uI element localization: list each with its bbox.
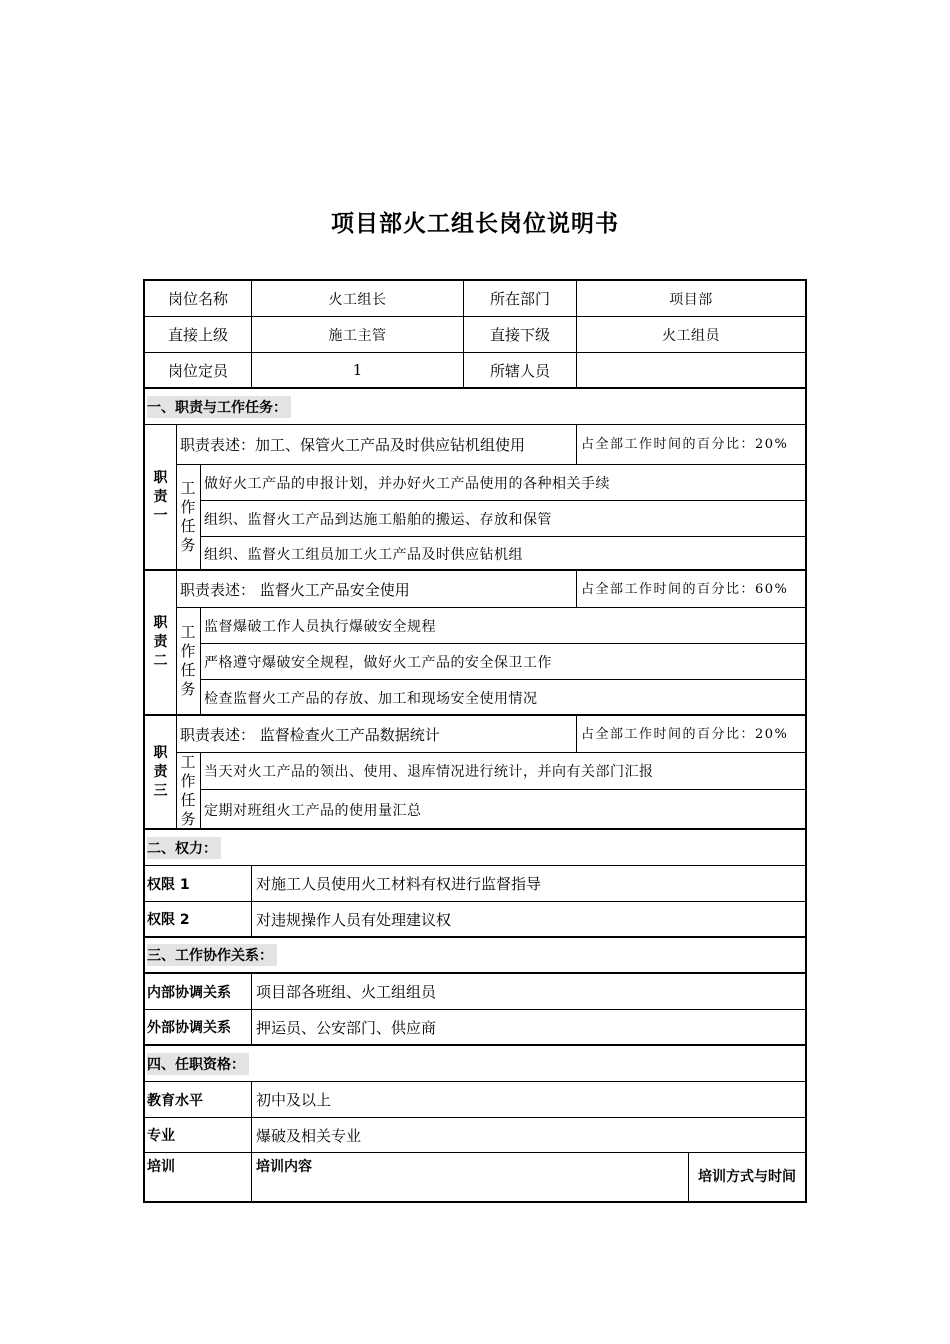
duty-2-label: 职责二: [153, 615, 168, 669]
value-department: 项目部: [576, 281, 805, 316]
section-qualifications-header: [145, 1046, 805, 1082]
training-row: [145, 1153, 805, 1201]
duty-1-description: 职责表述：加工、保管火工产品及时供应钻机组使用: [180, 436, 526, 454]
power-1-label: 权限 1: [147, 876, 190, 893]
section-powers-header: [145, 830, 805, 866]
duty-3-task-2: 定期对班组火工产品的使用量汇总: [200, 789, 805, 830]
basic-row-1: [145, 281, 805, 317]
duty-1-task-3: 组织、监督火工组员加工火工产品及时供应钻机组: [200, 536, 805, 571]
education-value: 初中及以上: [251, 1082, 805, 1117]
power-row-1: [145, 866, 805, 902]
label-staff-managed: 所辖人员: [463, 353, 576, 387]
duty-2-task-1: 监督爆破工作人员执行爆破安全规程: [200, 607, 805, 643]
section-relations-header: [145, 938, 805, 974]
qualification-row-major: [145, 1118, 805, 1153]
power-row-2: [145, 902, 805, 938]
value-headcount: 1: [251, 353, 463, 387]
section-duties-title: 一、职责与工作任务：: [147, 396, 291, 418]
relation-internal-label: 内部协调关系: [147, 984, 231, 1001]
basic-row-3: [145, 353, 805, 389]
power-2-text: 对违规操作人员有处理建议权: [251, 902, 805, 936]
power-2-label: 权限 2: [147, 912, 190, 928]
duty-2-description: 职责表述： 监督火工产品安全使用: [180, 580, 410, 599]
label-direct-superior: 直接上级: [167, 326, 228, 344]
education-label: 教育水平: [147, 1092, 203, 1109]
major-value: 爆破及相关专业: [251, 1118, 805, 1152]
relation-external-label: 外部协调关系: [147, 1020, 231, 1036]
duty-2-task-3: 检查监督火工产品的存放、加工和现场安全使用情况: [200, 679, 805, 716]
duty-2-percentage: 占全部工作时间的百分比：60%: [581, 581, 789, 597]
section-relations-title: 三、工作协作关系：: [147, 944, 277, 966]
duty-1: [145, 425, 805, 571]
qualification-row-education: [145, 1082, 805, 1118]
training-label: 培训: [147, 1159, 175, 1175]
relation-internal-text: 项目部各班组、火工组组员: [251, 974, 805, 1009]
label-headcount: 岗位定员: [167, 361, 228, 380]
relation-external-text: 押运员、公安部门、供应商: [251, 1010, 805, 1044]
training-method-header: 培训方式与时间: [688, 1153, 805, 1201]
relation-row-internal: [145, 974, 805, 1010]
duty-3-description: 职责表述： 监督检查火工产品数据统计: [180, 725, 440, 744]
duty-3: [145, 716, 805, 830]
duty-3-tasks-label: 工作任务: [180, 752, 196, 828]
duty-2: [145, 571, 805, 716]
value-direct-superior: 施工主管: [251, 317, 463, 352]
duty-3-task-1: 当天对火工产品的领出、使用、退库情况进行统计，并向有关部门汇报: [200, 752, 805, 789]
value-position-name: 火工组长: [251, 281, 463, 316]
duty-1-task-2: 组织、监督火工产品到达施工船舶的搬运、存放和保管: [200, 500, 805, 536]
duty-3-percentage: 占全部工作时间的百分比：20%: [581, 726, 789, 742]
relation-row-external: [145, 1010, 805, 1046]
label-direct-subordinate: 直接下级: [463, 317, 576, 352]
training-content-header: 培训内容: [251, 1153, 688, 1201]
duty-1-tasks-label: 工作任务: [180, 479, 196, 554]
page-title: 项目部火工组长岗位说明书: [331, 211, 619, 237]
section-powers-title: 二、权力：: [147, 837, 221, 859]
basic-row-2: [145, 317, 805, 353]
duty-2-tasks-label: 工作任务: [180, 623, 196, 698]
value-staff-managed: [576, 353, 805, 387]
label-department: 所在部门: [463, 281, 576, 316]
power-1-text: 对施工人员使用火工材料有权进行监督指导: [251, 866, 805, 901]
label-position-name: 岗位名称: [167, 290, 228, 308]
duty-1-percentage: 占全部工作时间的百分比：20%: [581, 437, 789, 452]
job-description-table: [143, 279, 807, 1203]
duty-3-label: 职责三: [153, 744, 168, 799]
duty-2-task-2: 严格遵守爆破安全规程，做好火工产品的安全保卫工作: [200, 643, 805, 679]
section-duties-header: [145, 389, 805, 425]
duty-1-label: 职责一: [153, 469, 168, 524]
section-qualifications-title: 四、任职资格：: [147, 1053, 249, 1075]
duty-1-task-1: 做好火工产品的申报计划，并办好火工产品使用的各种相关手续: [200, 464, 805, 500]
major-label: 专业: [147, 1128, 175, 1144]
value-direct-subordinate: 火工组员: [576, 317, 805, 352]
